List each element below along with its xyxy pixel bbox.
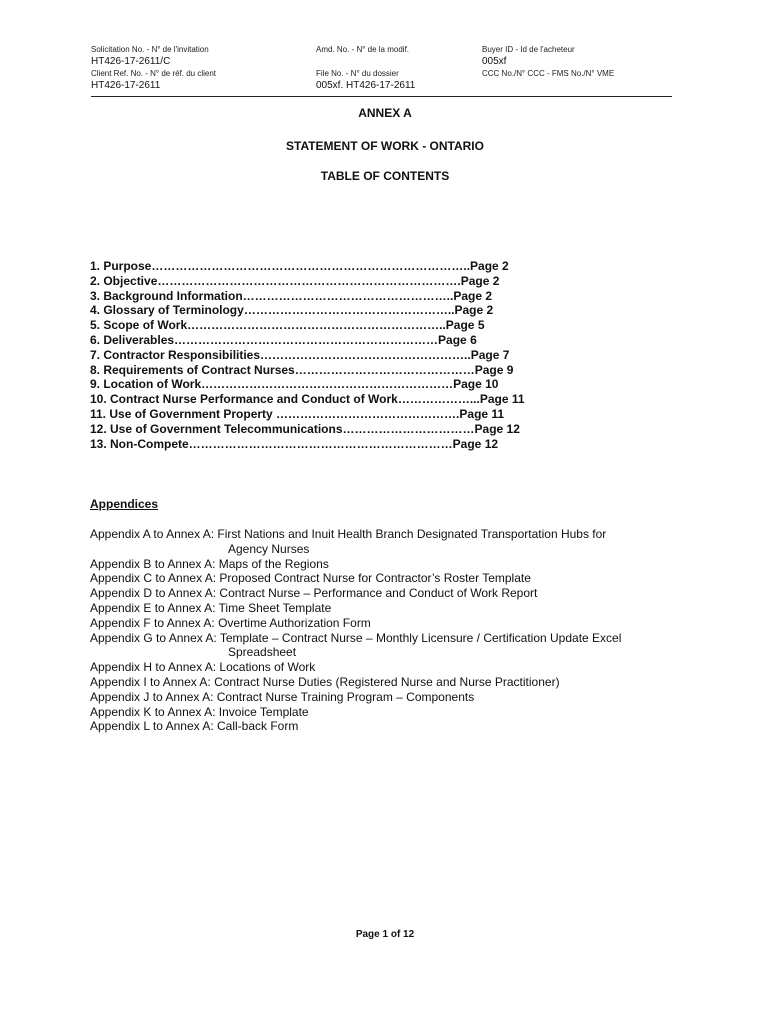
appendix-item-continuation: Agency Nurses [228,541,310,556]
toc-entry[interactable]: 8. Requirements of Contract Nurses………………………………………Page 9 [90,362,514,377]
solicitation-value: HT426-17-2611/C [91,56,171,67]
solicitation-label: Solicitation No. - N° de l'invitation [91,45,209,54]
client-ref-value: HT426-17-2611 [91,80,161,91]
appendix-item: Appendix K to Annex A: Invoice Template [90,704,309,719]
appendices-list [90,527,670,734]
appendix-item: Appendix F to Annex A: Overtime Authorization Form [90,615,371,630]
appendix-item: Appendix I to Annex A: Contract Nurse Duties (Registered Nurse and Nurse Practitioner) [90,674,560,689]
buyer-label: Buyer ID - Id de l'acheteur [482,45,575,54]
toc-entry[interactable]: 6. Deliverables…………………………………………………………Page 6 [90,332,477,347]
appendices-heading: Appendices [90,497,159,511]
toc-entry[interactable]: 11. Use of Government Property ……………………………………….Page 11 [90,406,505,421]
appendix-item: Appendix A to Annex A: First Nations and Inuit Health Branch Designated Transportation Hubs for [90,527,607,541]
header-column-amendment [316,44,415,92]
appendix-item-continuation: Spreadsheet [228,645,297,660]
appendix-item: Appendix L to Annex A: Call-back Form [90,719,299,734]
ccc-label: CCC No./N° CCC - FMS No./N° VME [482,69,615,78]
toc-entry[interactable]: 5. Scope of Work………………………………………………………..Page 5 [90,318,485,333]
amd-value [316,56,415,68]
appendix-item: Appendix H to Annex A: Locations of Work [90,660,316,675]
appendix-item: Appendix B to Annex A: Maps of the Regions [90,556,329,571]
toc-entry[interactable]: 2. Objective………………………………………………………………….Page 2 [90,273,500,288]
client-ref-label: Client Ref. No. - N° de réf. du client [91,69,217,78]
appendix-item: Appendix D to Annex A: Contract Nurse – Performance and Conduct of Work Report [90,586,538,601]
toc-entry[interactable]: 12. Use of Government Telecommunications……………………………Page 12 [90,421,520,436]
amd-label: Amd. No. - N° de la modif. [316,45,410,54]
file-value: 005xf. HT426-17-2611 [316,80,416,91]
appendix-item: Appendix C to Annex A: Proposed Contract Nurse for Contractor’s Roster Template [90,571,531,586]
table-of-contents [90,259,550,451]
page-number: Page 1 of 12 [355,929,415,940]
annex-title: ANNEX A [358,106,412,120]
header-column-solicitation [91,44,216,92]
toc-entry[interactable]: 9. Location of Work………………………………………………………Page 10 [90,377,499,392]
appendix-item: Appendix G to Annex A: Template – Contract Nurse – Monthly Licensure / Certification Update Excel [90,630,622,645]
toc-entry[interactable]: 1. Purpose……………………………………………………………………..Page 2 [90,259,509,273]
toc-title: TABLE OF CONTENTS [320,169,450,183]
file-label: File No. - N° du dossier [316,69,399,78]
toc-entry[interactable]: 10. Contract Nurse Performance and Conduct of Work………………...Page 11 [90,392,525,407]
appendix-item: Appendix J to Annex A: Contract Nurse Training Program – Components [90,689,475,704]
toc-entry[interactable]: 3. Background Information……………………………………………..Page 2 [90,288,493,303]
header-column-buyer [482,44,614,80]
toc-entry[interactable]: 7. Contractor Responsibilities……………………………………………..Page 7 [90,347,510,362]
toc-entry[interactable]: 4. Glossary of Terminology……………………………………………..Page 2 [90,303,494,318]
statement-title: STATEMENT OF WORK - ONTARIO [286,139,484,153]
appendix-item: Appendix E to Annex A: Time Sheet Template [90,600,332,615]
buyer-value: 005xf [482,56,507,67]
toc-entry[interactable]: 13. Non-Compete…………………………………………………………Page 12 [90,436,499,451]
header-divider [91,96,672,97]
